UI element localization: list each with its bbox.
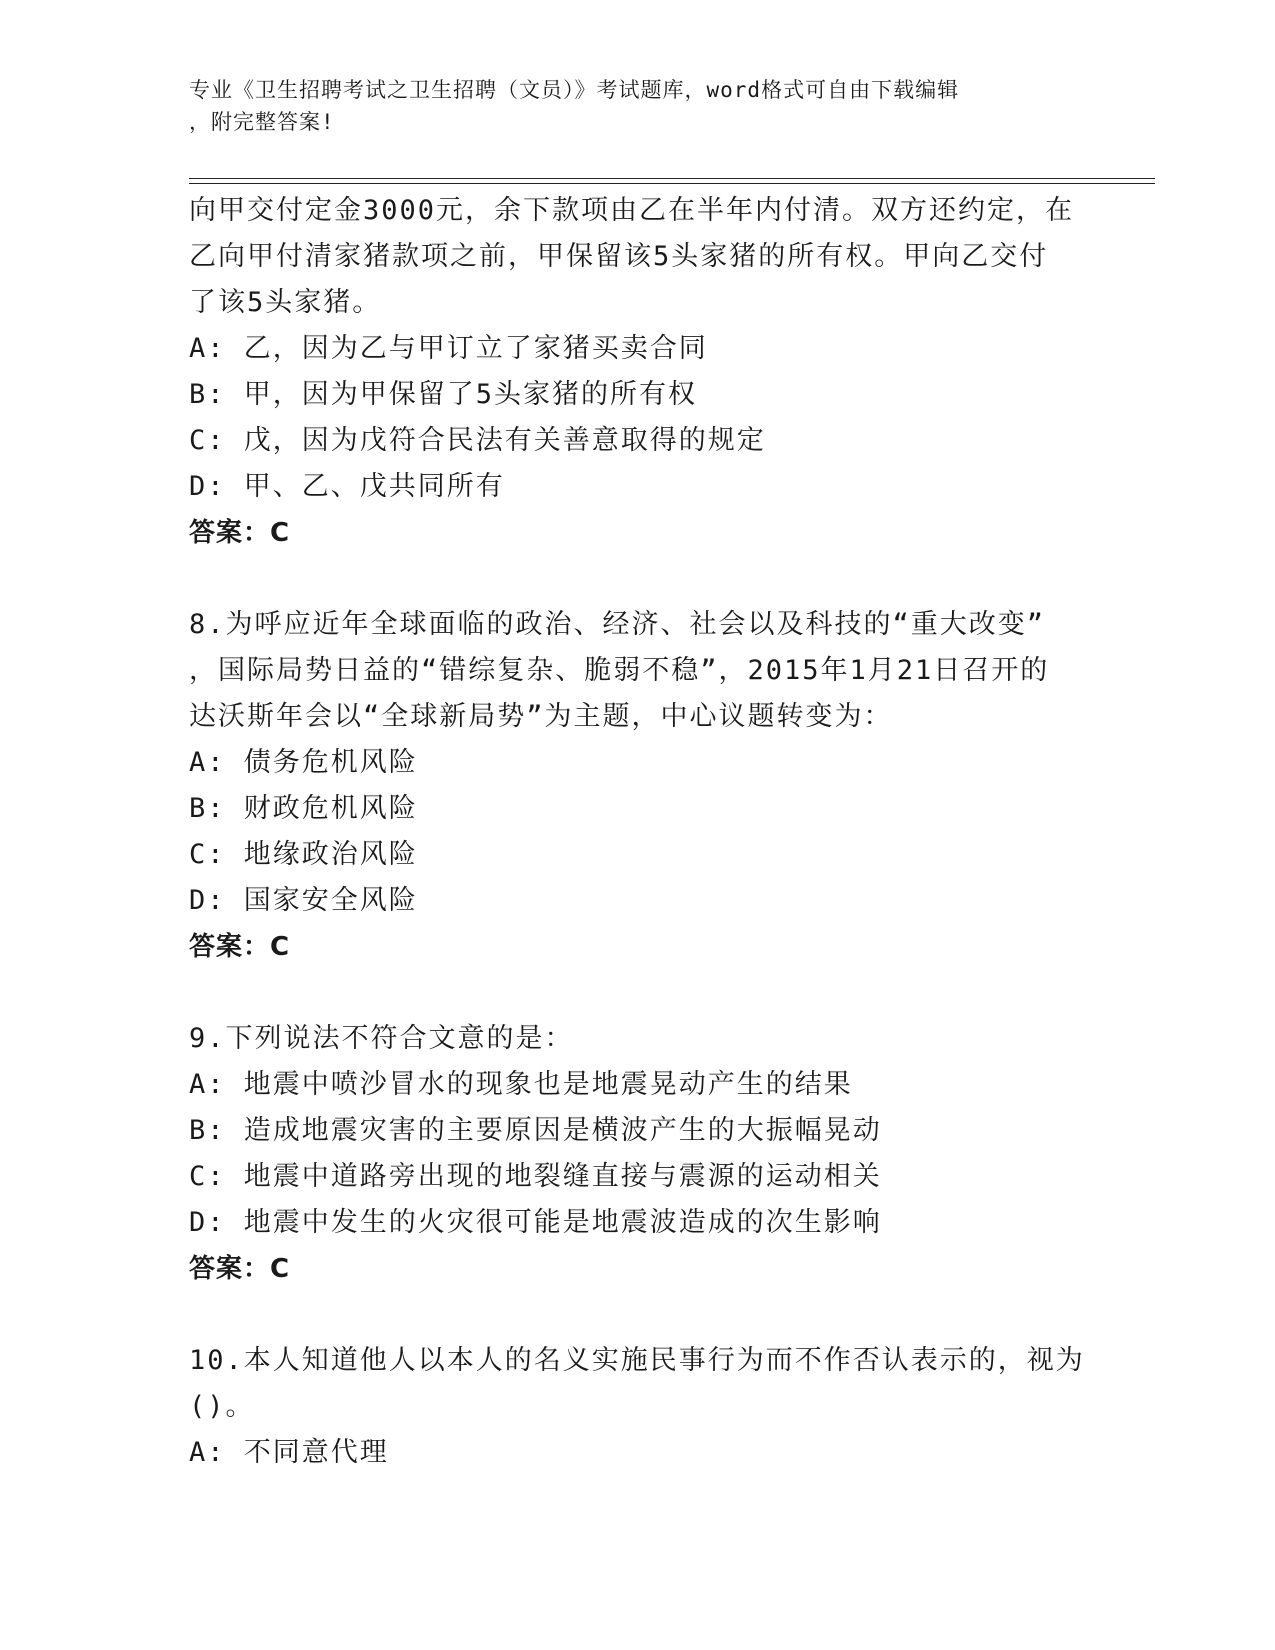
question-text: 乙向甲付清家猪款项之前，甲保留该5头家猪的所有权。甲向乙交付 [189,241,1049,272]
document-header [189,74,1069,138]
header-line-2: ，附完整答案! [189,110,335,134]
question-9 [189,1016,1089,1292]
question-text: 9.下列说法不符合文意的是： [189,1023,574,1054]
answer: 答案：C [189,1254,291,1284]
spacer [189,1292,1089,1338]
option-a: A: 不同意代理 [189,1437,389,1468]
question-text: 8.为呼应近年全球面临的政治、经济、社会以及科技的“重大改变” [189,609,1046,640]
option-a: A: 乙，因为乙与甲订立了家猪买卖合同 [189,333,708,364]
header-rule-bottom [189,183,1155,184]
question-text: 达沃斯年会以“全球新局势”为主题，中心议题转变为： [189,701,893,732]
question-text: ()。 [189,1391,255,1422]
option-d: D: 国家安全风险 [189,885,418,916]
option-c: C: 地缘政治风险 [189,839,418,870]
question-8 [189,602,1089,970]
spacer [189,556,1089,602]
option-b: B: 造成地震灾害的主要原因是横波产生的大振幅晃动 [189,1115,882,1146]
option-a: A: 地震中喷沙冒水的现象也是地震晃动产生的结果 [189,1069,853,1100]
answer: 答案：C [189,518,291,548]
answer: 答案：C [189,932,291,962]
option-a: A: 债务危机风险 [189,747,418,778]
header-line-1: 专业《卫生招聘考试之卫生招聘（文员）》考试题库，word格式可自由下载编辑 [189,78,960,102]
option-c: C: 戊，因为戊符合民法有关善意取得的规定 [189,425,766,456]
question-text: ，国际局势日益的“错综复杂、脆弱不稳”，2015年1月21日召开的 [189,655,1050,686]
option-d: D: 地震中发生的火灾很可能是地震波造成的次生影响 [189,1207,882,1238]
question-text: 10.本人知道他人以本人的名义实施民事行为而不作否认表示的，视为 [189,1345,1085,1376]
option-c: C: 地震中道路旁出现的地裂缝直接与震源的运动相关 [189,1161,882,1192]
spacer [189,970,1089,1016]
question-10 [189,1338,1089,1476]
question-content [189,188,1089,1476]
question-text: 了该5头家猪。 [189,287,382,318]
option-b: B: 甲，因为甲保留了5头家猪的所有权 [189,379,698,410]
option-d: D: 甲、乙、戊共同所有 [189,471,505,502]
question-7 [189,188,1089,556]
option-b: B: 财政危机风险 [189,793,418,824]
question-text: 向甲交付定金3000元，余下款项由乙在半年内付清。双方还约定，在 [189,195,1075,226]
header-rule-top [189,178,1155,179]
